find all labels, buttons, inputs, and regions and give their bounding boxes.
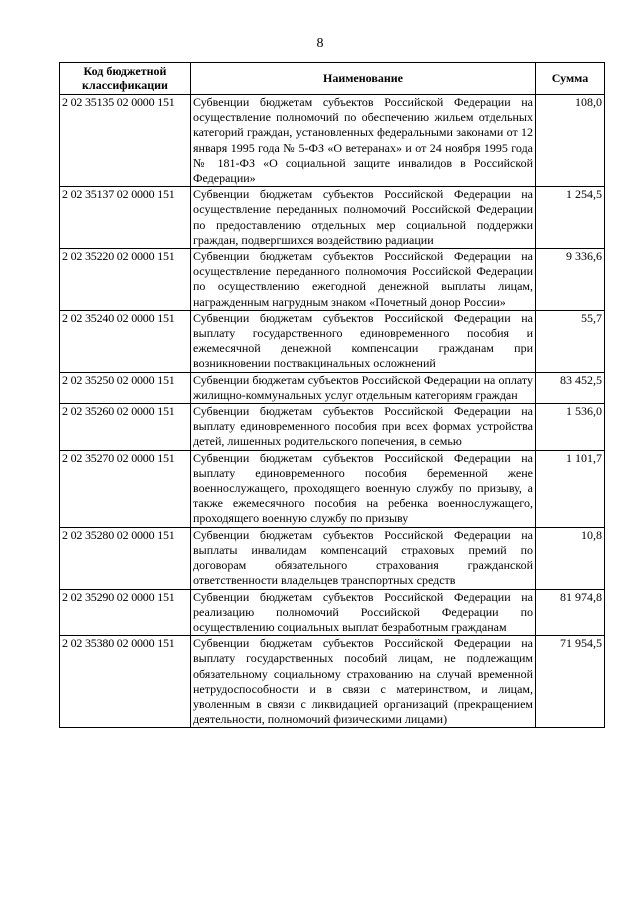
sum-cell: 1 536,0 <box>536 404 605 451</box>
name-cell: Субвенции бюджетам субъектов Российской Федерации на выплату государственных пособий лицам, не подлежащим обязательному социальному страхованию на случай временной нетрудоспособности и в связи с материнством, и лицам, уволенным в связи с ликвидацией организаций (прекращением деятельности, полномочий физическими лицами) <box>191 636 536 728</box>
name-cell: Субвенции бюджетам субъектов Российской Федерации на выплату единовременного пособия при всех формах устройства детей, лишенных родительского попечения, в семью <box>191 404 536 451</box>
name-cell: Субвенции бюджетам субъектов Российской Федерации на выплату единовременного пособия беременной жене военнослужащего, проходящего военную службу по призыву, а также ежемесячного пособия на ребенка военнослужащего, проходящего военную службу по призыву <box>191 450 536 527</box>
budget-code-cell: 2 02 35380 02 0000 151 <box>60 636 191 728</box>
table-row <box>60 187 605 249</box>
budget-code-cell: 2 02 35260 02 0000 151 <box>60 404 191 451</box>
table-header-row <box>60 63 605 95</box>
table-row <box>60 249 605 311</box>
table-row <box>60 636 605 728</box>
header-budget-code: Код бюджетной классификации <box>60 63 191 95</box>
page-number: 8 <box>316 36 324 51</box>
name-cell: Субвенции бюджетам субъектов Российской Федерации на оплату жилищно-коммунальных услуг отдельным категориям граждан <box>191 372 536 403</box>
budget-code-cell: 2 02 35290 02 0000 151 <box>60 589 191 636</box>
name-cell: Субвенции бюджетам субъектов Российской Федерации на осуществление переданного полномочия Российской Федерации по осуществлению ежегодной денежной выплаты лицам, награжденным нагрудным знаком «Почетный донор России» <box>191 249 536 311</box>
sum-cell: 71 954,5 <box>536 636 605 728</box>
name-cell: Субвенции бюджетам субъектов Российской Федерации на реализацию полномочий Российской Федерации по осуществлению социальных выплат безработным гражданам <box>191 589 536 636</box>
sum-cell: 1 101,7 <box>536 450 605 527</box>
budget-code-cell: 2 02 35280 02 0000 151 <box>60 527 191 589</box>
header-sum: Сумма <box>536 63 605 95</box>
sum-cell: 1 254,5 <box>536 187 605 249</box>
budget-code-cell: 2 02 35220 02 0000 151 <box>60 249 191 311</box>
table-row <box>60 450 605 527</box>
sum-cell: 55,7 <box>536 310 605 372</box>
header-name: Наименование <box>191 63 536 95</box>
table-row <box>60 527 605 589</box>
budget-revenue-table <box>59 62 605 728</box>
budget-code-cell: 2 02 35240 02 0000 151 <box>60 310 191 372</box>
name-cell: Субвенции бюджетам субъектов Российской Федерации на осуществление переданных полномочий Российской Федерации по предоставлению отдельных мер социальной поддержки граждан, подвергшихся воздействию радиации <box>191 187 536 249</box>
table-row <box>60 589 605 636</box>
budget-code-cell: 2 02 35270 02 0000 151 <box>60 450 191 527</box>
table-row <box>60 95 605 187</box>
sum-cell: 81 974,8 <box>536 589 605 636</box>
sum-cell: 83 452,5 <box>536 372 605 403</box>
name-cell: Субвенции бюджетам субъектов Российской Федерации на осуществление полномочий по обеспечению жильем отдельных категорий граждан, установленных федеральными законами от 12 января 1995 года № 5-ФЗ «О ветеранах» и от 24 ноября 1995 года № 181-ФЗ «О социальной защите инвалидов в Российской Федерации» <box>191 95 536 187</box>
table-row <box>60 310 605 372</box>
name-cell: Субвенции бюджетам субъектов Российской Федерации на выплату государственного единовременного пособия и ежемесячной денежной компенсации гражданам при возникновении поствакцинальных осложнений <box>191 310 536 372</box>
budget-code-cell: 2 02 35250 02 0000 151 <box>60 372 191 403</box>
sum-cell: 108,0 <box>536 95 605 187</box>
name-cell: Субвенции бюджетам субъектов Российской Федерации на выплаты инвалидам компенсаций страховых премий по договорам обязательного страхования гражданской ответственности владельцев транспортных средств <box>191 527 536 589</box>
sum-cell: 10,8 <box>536 527 605 589</box>
table-row <box>60 404 605 451</box>
budget-code-cell: 2 02 35135 02 0000 151 <box>60 95 191 187</box>
sum-cell: 9 336,6 <box>536 249 605 311</box>
budget-code-cell: 2 02 35137 02 0000 151 <box>60 187 191 249</box>
table-row <box>60 372 605 403</box>
